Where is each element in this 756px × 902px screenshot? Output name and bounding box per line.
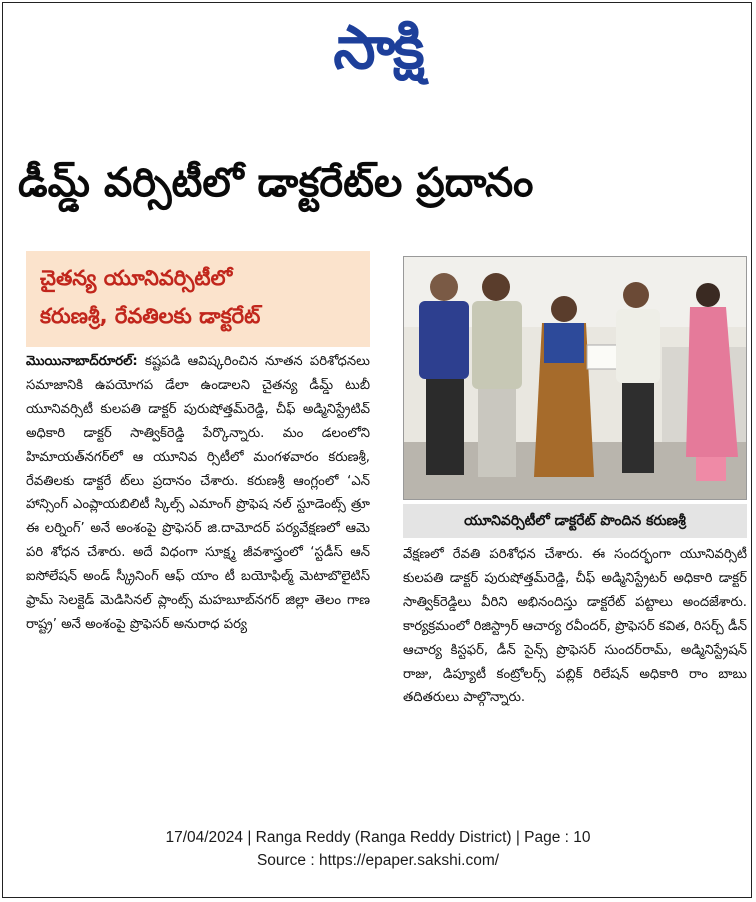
subhead-line-2: కరుణశ్రీ, రేవతిలకు డాక్టరేట్ [40,304,261,328]
footer-date-line: 17/04/2024 | Ranga Reddy (Ranga Reddy District) | Page : 10 [165,829,591,846]
footer-source-line: Source : https://epaper.sakshi.com/ [256,852,500,869]
photo-caption: యూనివర్సిటీలో డాక్టరేట్ పొందిన కరుణశ్రీ [403,504,747,538]
sakshi-logo [280,14,476,96]
dateline: మొయినాబాద్‌రూరల్: [26,354,138,369]
article-body-left [26,350,370,637]
article-body-right-column [403,543,747,795]
article-photo [403,256,747,500]
article-body-right: వేక్షణలో రేవతి పరిశోధన చేశారు. ఈ సందర్భంగా యూనివర్సిటీ కులపతి డాక్టర్ పురుషోత్తమ్‌రెడ్డి, చీఫ్ అడ్మినిస్ట్రేటర్ అధికారి డాక్టర్ సాత్విక్‌రెడ్డిలు వీరిని అభినందిస్తు డాక్టరేట్ పట్టాలు అందజేశారు. కార్యక్రమంలో రిజిస్ట్రార్ ఆచార్య రవీందర్, ప్రొఫెసర్ కవిత, రిసర్చ్ డీన్ ఆచార్య కిస్టఫర్, డీన్ సైన్స్ ప్రొఫెసర్ సుందర్‌రామ్, అడ్మినిస్ట్రేషన్ రాజు, డిప్యూటీ కంట్రోలర్స్ పబ్లిక్ రిలేషన్ అధికారి రాం బాబు తదితరులు పాల్గొన్నారు. [403,547,747,706]
logo-text: సాక్షి [333,13,423,83]
body-left-text: కష్టపడి ఆవిష్కరించిన నూతన పరిశోధనలు సమాజానికి ఉపయోగప డేలా ఉండాలని చైతన్య డీమ్డ్ టుబీ యూనివర్సిటీ కులపతి డాక్టర్ పురుషోత్తమ్‌రెడ్డి, చీఫ్ అడ్మినిస్ట్రేటివ్ అధికారి డాక్టర్ సాత్విక్‌రెడ్డి పేర్కొన్నారు. మం డలంలోని హిమాయత్‌నగర్‌లో ఆ యూనివ ర్సిటీలో మంగళవారం కరుణశ్రీ, రేవతిలకు డాక్టరే ట్‌లు ప్రదానం చేశారు. కరుణశ్రీ ఆంగ్లంలో ‘ఎన్ హాన్సింగ్ ఎంప్లాయబిలిటీ స్కిల్స్ ఎమాంగ్ ప్రొఫెష నల్ స్టూడెంట్స్ త్రూ ఈ లర్నింగ్’ అనే అంశంపై ప్రొఫెసర్ జి.దామోదర్ పర్యవేక్షణలో ఆమె పరి శోధన చేశారు. అదే విధంగా సూక్ష్మ జీవశాస్త్రంలో ‘స్టడీస్ ఆన్ ఐసోలేషన్ అండ్ స్క్రీనింగ్ ఆఫ్ యాం టీ బయోఫిల్మ్ మెటాబొలైటిస్ ఫ్రామ్ సెలక్టెడ్ మెడిసినల్ ప్లాంట్స్ మహబూబ్‌నగర్ జిల్లా తెలం గాణ రాష్ట్ర’ అనే అంశంపై ప్రొఫెసర్ అనురాధ పర్య [26,354,370,632]
article-subhead [26,251,370,347]
photo-illustration-icon [404,257,746,499]
subhead-line-1: చైతన్య యూనివర్సిటీలో [40,266,233,290]
page-footer [0,826,756,872]
article-body-left-column [26,350,370,760]
article-headline: డీమ్డ్ వర్సిటీలో డాక్టరేట్‌ల ప్రదానం [18,160,534,206]
